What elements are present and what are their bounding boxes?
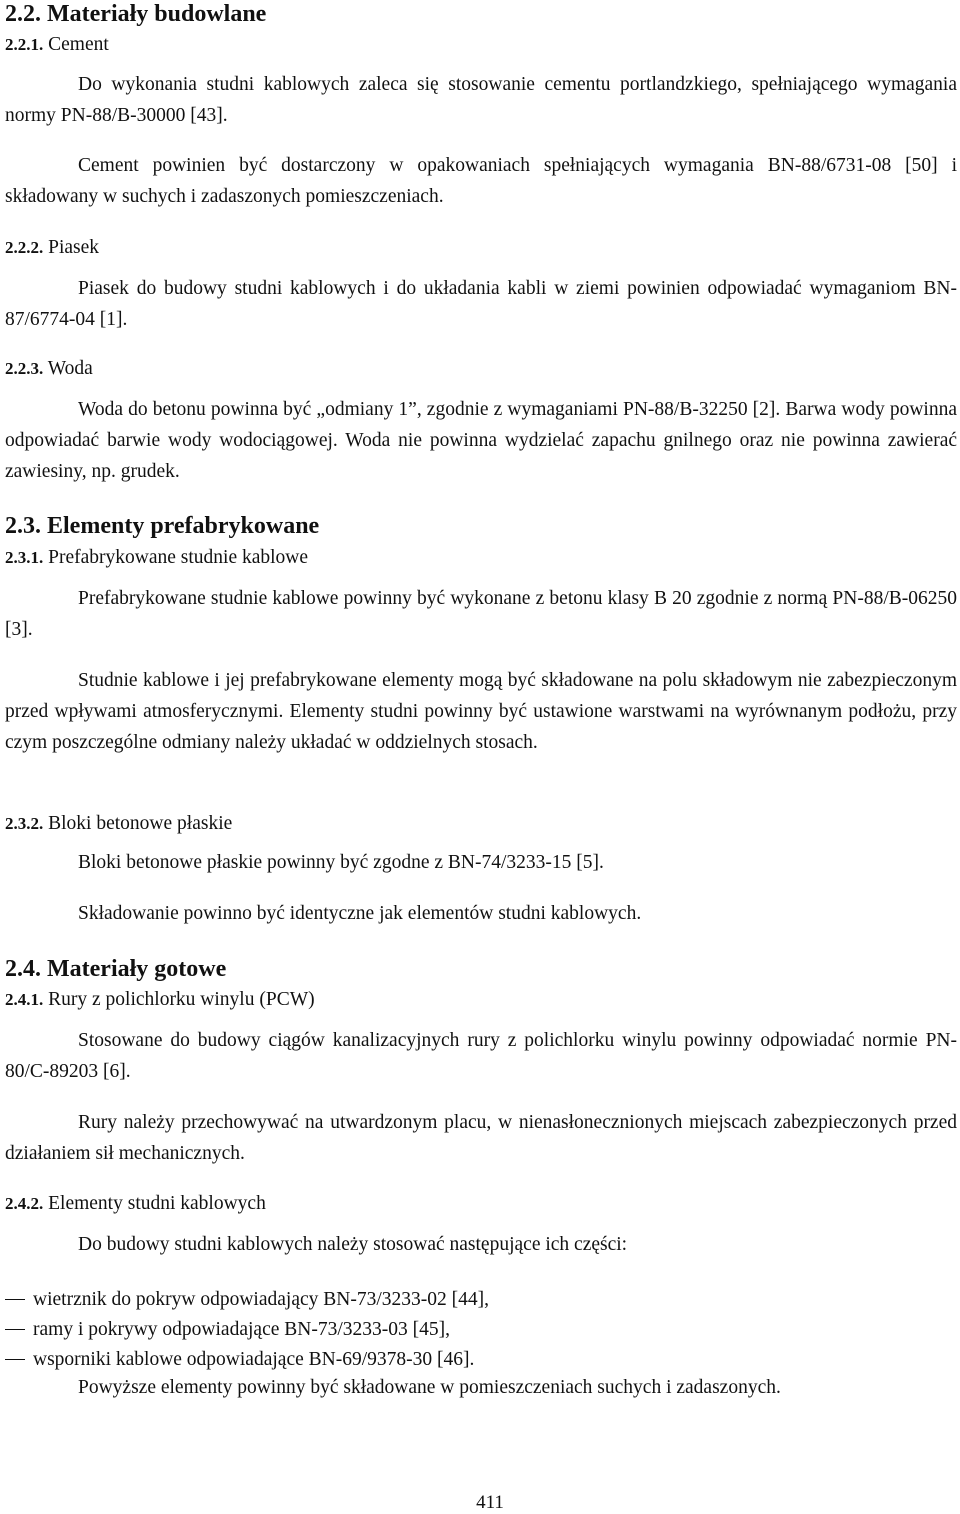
- dash-bullet: [5, 1329, 25, 1330]
- paragraph-elementy-1: Do budowy studni kablowych należy stosować następujące ich części:: [78, 1234, 628, 1255]
- heading-number: 2.2.3.: [5, 359, 44, 378]
- paragraph-cement-2: Cement powinien być dostarczony w opakowaniach spełniających wymagania BN-88/6731-08 [50] i składowany w suchych i zadaszonych pomieszczeniach.: [5, 155, 957, 207]
- heading-text: Cement: [43, 34, 109, 55]
- paragraph-bloki-1: Bloki betonowe płaskie powinny być zgodne z BN-74/3233-15 [5].: [78, 852, 604, 873]
- paragraph-rury-2: Rury należy przechowywać na utwardzonym placu, w nienasłonecznionych miejscach zabezpieczonych przed działaniem sił mechanicznych.: [5, 1112, 957, 1164]
- paragraph-cement-1: Do wykonania studni kablowych zaleca się stosowanie cementu portlandzkiego, spełniającego wymagania normy PN-88/B-30000 [43].: [5, 74, 957, 126]
- heading-2-2: 2.2. Materiały budowlane: [5, 1, 267, 27]
- paragraph-rury-1: Stosowane do budowy ciągów kanalizacyjnych rury z polichlorku winylu powinny odpowiadać normie PN-80/C-89203 [6].: [5, 1030, 957, 1082]
- heading-2-4-2: [5, 1190, 957, 1218]
- heading-2-2-2: [5, 234, 957, 262]
- heading-text: Rury z polichlorku winylu (PCW): [43, 989, 315, 1010]
- heading-number: 2.2.1.: [5, 35, 44, 54]
- list-item-text: wietrznik do pokryw odpowiadający BN-73/3233-02 [44],: [33, 1289, 489, 1310]
- heading-2-4: 2.4. Materiały gotowe: [5, 956, 227, 982]
- heading-2-2-3: [5, 355, 957, 383]
- heading-2-3-2: [5, 810, 957, 838]
- dash-bullet: [5, 1299, 25, 1300]
- paragraph-prefab-2: Studnie kablowe i jej prefabrykowane elementy mogą być składowane na polu składowym nie zabezpieczonym przed wpływami atmosferycznymi. Elementy studni powinny być ustawione warstwami na wyrównanym podłożu, przy czym poszczególne odmiany należy układać w oddzielnych stosach.: [5, 670, 957, 753]
- heading-text: Woda: [43, 358, 93, 379]
- heading-2-2-1: [5, 31, 957, 59]
- heading-number: 2.2.2.: [5, 238, 44, 257]
- heading-number: 2.3.1.: [5, 548, 44, 567]
- paragraph-piasek-1: Piasek do budowy studni kablowych i do układania kabli w ziemi powinien odpowiadać wymaganiom BN-87/6774-04 [1].: [5, 278, 957, 330]
- heading-2-3-1: [5, 544, 957, 572]
- heading-text: Elementy studni kablowych: [43, 1193, 266, 1214]
- list-item-text: ramy i pokrywy odpowiadające BN-73/3233-03 [45],: [33, 1319, 450, 1340]
- heading-text: Bloki betonowe płaskie: [43, 813, 233, 834]
- heading-number: 2.4.1.: [5, 990, 44, 1009]
- paragraph-prefab-1: Prefabrykowane studnie kablowe powinny być wykonane z betonu klasy B 20 zgodnie z normą PN-88/B-06250 [3].: [5, 588, 957, 640]
- heading-2-3: 2.3. Elementy prefabrykowane: [5, 513, 320, 539]
- heading-text: Piasek: [43, 237, 100, 258]
- paragraph-woda-1: Woda do betonu powinna być „odmiany 1”, zgodnie z wymaganiami PN-88/B-32250 [2]. Barwa wody powinna odpowiadać barwie wody wodociągowej. Woda nie powinna wydzielać zapachu gnilnego oraz nie powinna zawierać zawiesiny, np. grudek.: [5, 399, 957, 482]
- heading-number: 2.4.2.: [5, 1194, 44, 1213]
- paragraph-bloki-2: Składowanie powinno być identyczne jak elementów studni kablowych.: [78, 903, 642, 924]
- list-item-text: wsporniki kablowe odpowiadające BN-69/9378-30 [46].: [33, 1349, 475, 1370]
- heading-2-4-1: [5, 986, 957, 1014]
- paragraph-elementy-2: Powyższe elementy powinny być składowane w pomieszczeniach suchych i zadaszonych.: [78, 1377, 781, 1398]
- page-number: 411: [476, 1492, 504, 1513]
- heading-text: Prefabrykowane studnie kablowe: [43, 547, 309, 568]
- heading-number: 2.3.2.: [5, 814, 44, 833]
- dash-bullet: [5, 1359, 25, 1360]
